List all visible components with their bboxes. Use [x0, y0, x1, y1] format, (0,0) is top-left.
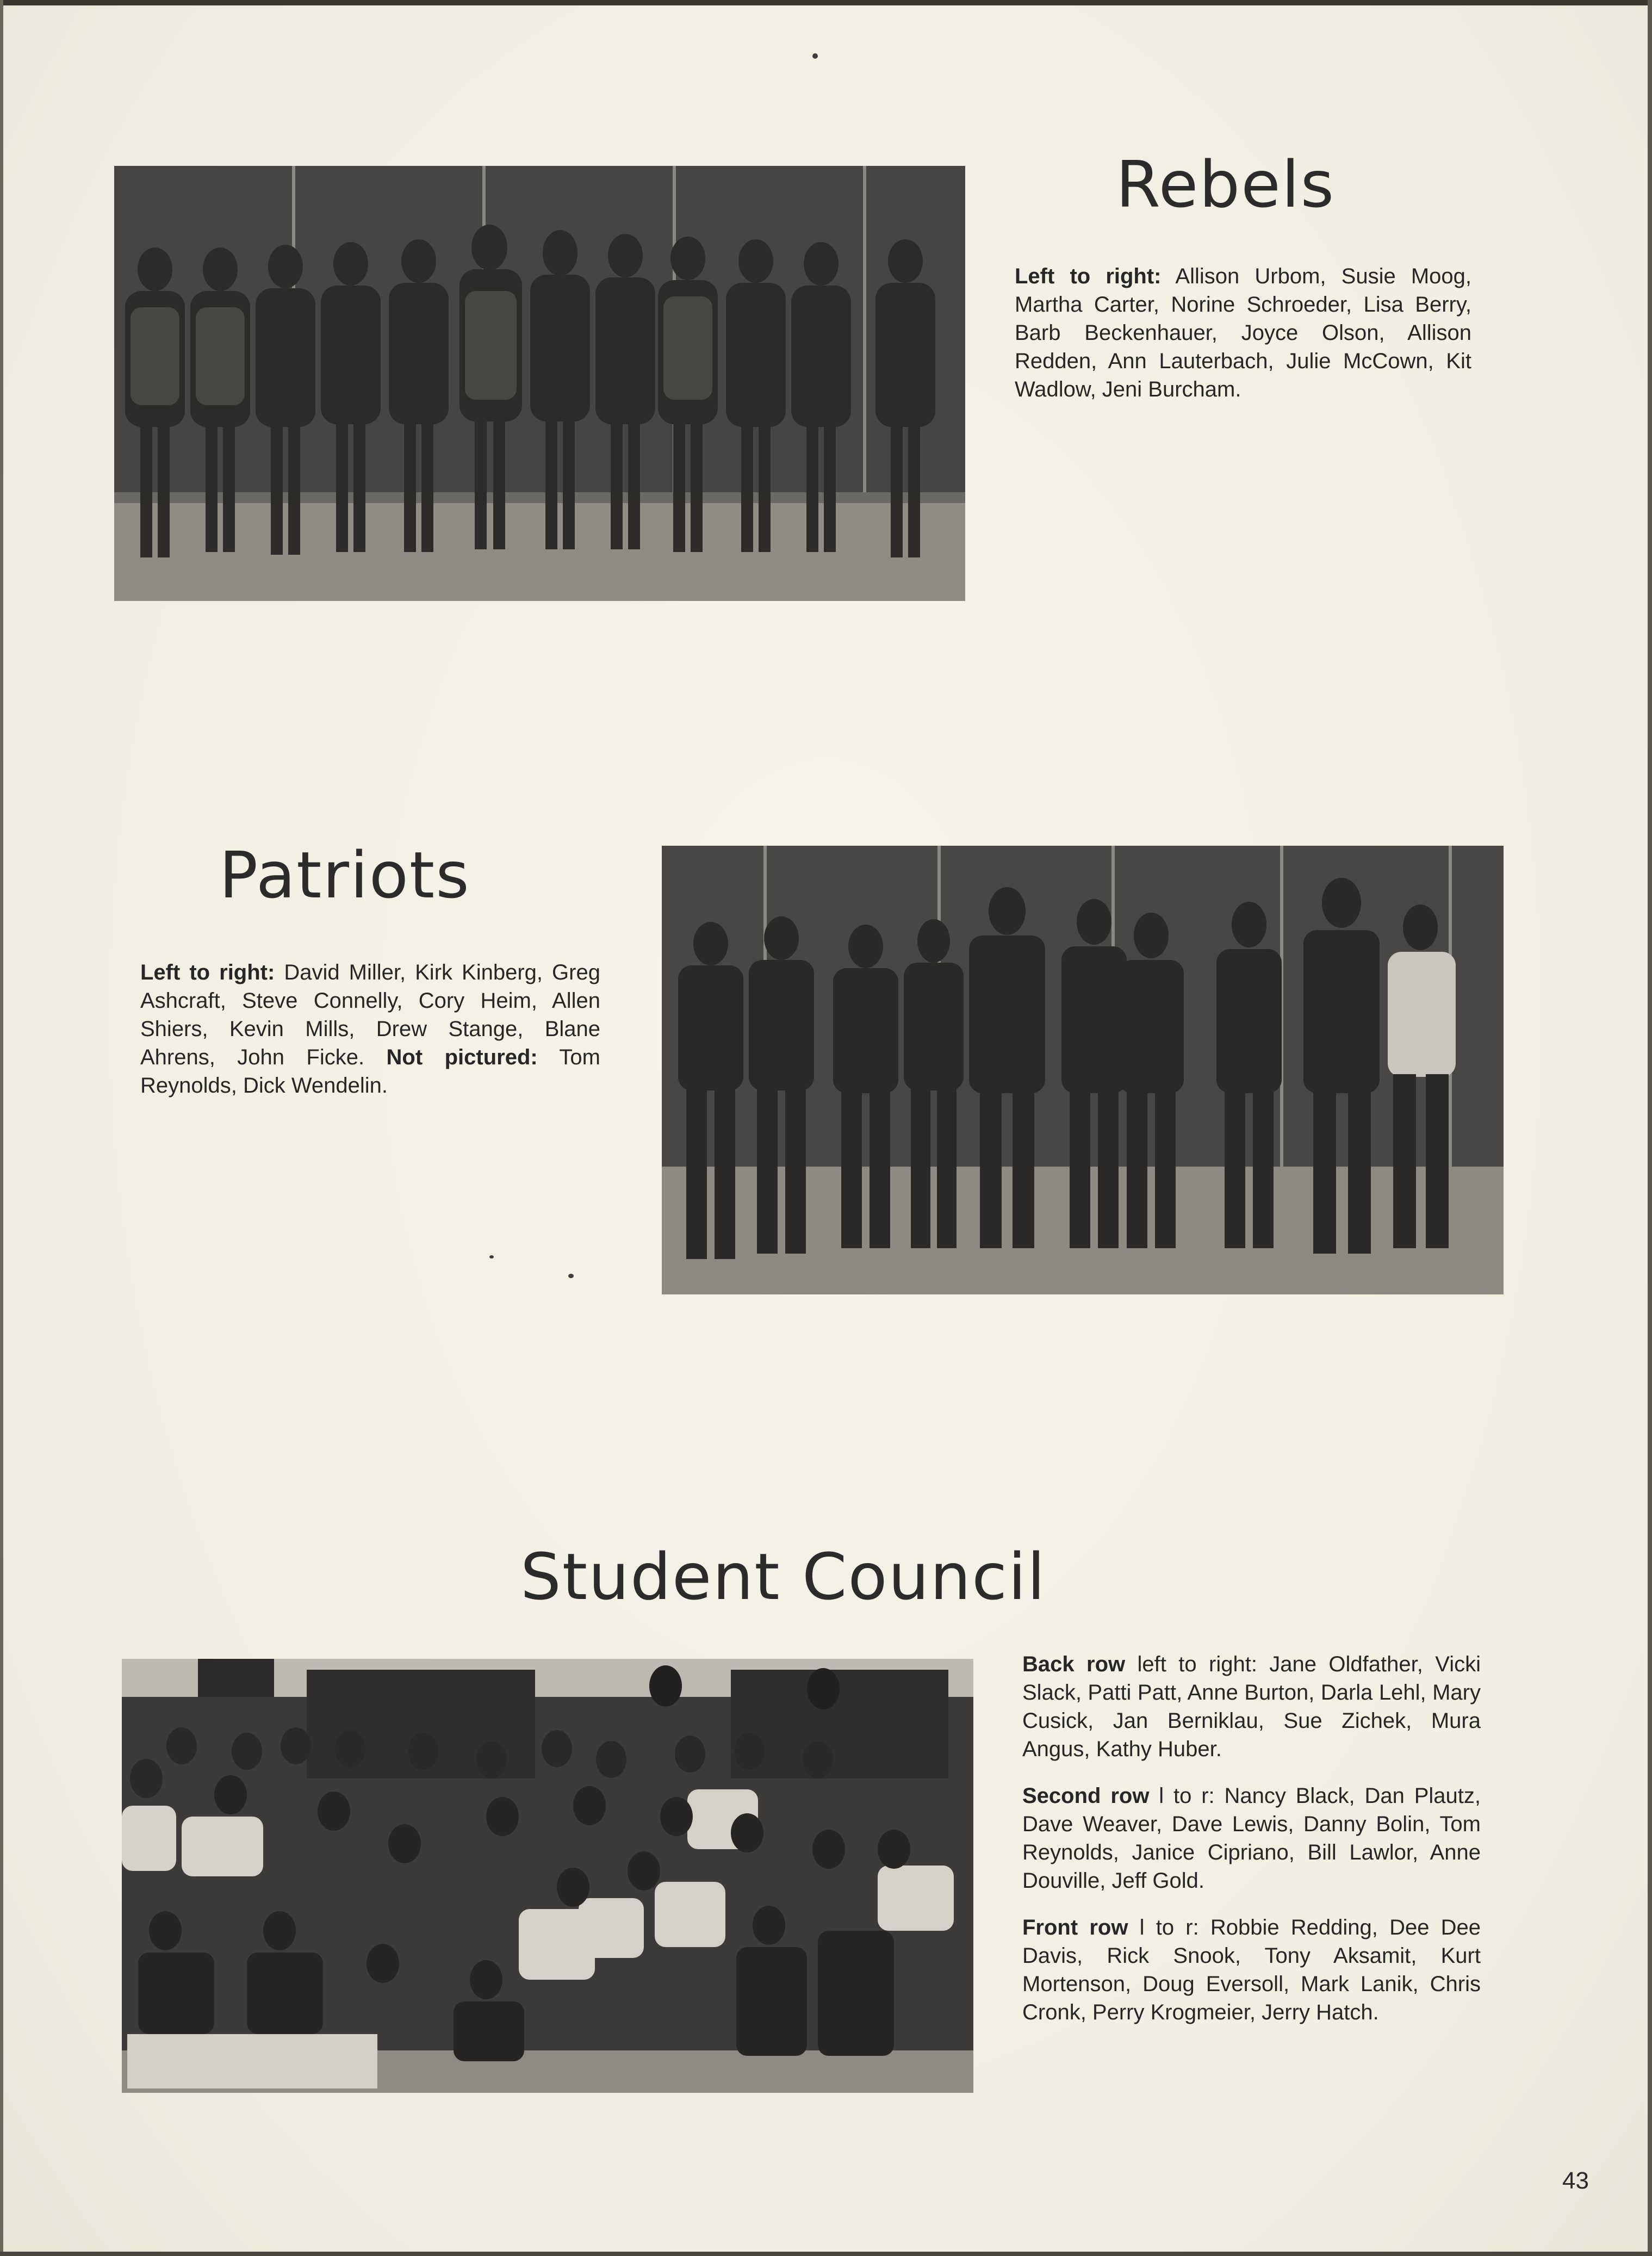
second-row-caption [1022, 1782, 1481, 1895]
rebels-caption-lead: Left to right: [1015, 264, 1162, 288]
patriots-caption-lead: Left to right: [140, 960, 275, 984]
back-row-lead: Back row [1022, 1652, 1126, 1676]
patriots-group-photo [662, 846, 1504, 1294]
student-council-caption [1022, 1650, 1481, 2045]
print-speck [568, 1274, 574, 1278]
patriots-caption-names: David Miller, Kirk Kinberg, Greg Ashcraft, Steve Connelly, Cory Heim, Allen Shiers, Kevin Mills, Drew Stange, Blane Ahrens, John Ficke. [140, 960, 600, 1069]
page-edge-top [0, 0, 1652, 5]
page-edge-bottom [0, 2252, 1652, 2256]
print-speck [489, 1255, 494, 1259]
patriots-not-pictured-names: Tom Reynolds, Dick Wendelin. [140, 1045, 601, 1098]
patriots-not-pictured-lead: Not pictured: [386, 1045, 538, 1069]
page-number: 43 [1562, 2167, 1589, 2194]
back-row-caption [1022, 1650, 1481, 1763]
front-row-lead: Front row [1022, 1916, 1128, 1939]
page-edge-right [1648, 0, 1652, 2256]
rebels-caption [1015, 262, 1471, 422]
front-row-caption [1022, 1913, 1481, 2026]
patriots-heading: Patriots [219, 838, 470, 913]
second-row-names: l to r: Nancy Black, Dan Plautz, Dave Weaver, Dave Lewis, Danny Bolin, Tom Reynolds, Janice Cipriano, Bill Lawlor, Anne Douville, Jeff Gold. [1022, 1784, 1481, 1893]
rebels-group-photo [114, 166, 965, 601]
second-row-lead: Second row [1022, 1784, 1150, 1808]
print-speck [812, 53, 818, 59]
patriots-caption [140, 958, 600, 1118]
rebels-caption-names: Allison Urbom, Susie Moog, Martha Carter, Norine Schroeder, Lisa Berry, Barb Beckenhauer, Joyce Olson, Allison Redden, Ann Lauterbach, Julie McCown, Kit Wadlow, Jeni Burcham. [1015, 264, 1471, 401]
page-edge-left [0, 0, 3, 2256]
student-council-group-photo [122, 1659, 973, 2093]
rebels-heading: Rebels [1116, 147, 1336, 222]
front-row-names: l to r: Robbie Redding, Dee Dee Davis, Rick Snook, Tony Aksamit, Kurt Mortenson, Doug Eversoll, Mark Lanik, Chris Cronk, Perry Krogmeier, Jerry Hatch. [1022, 1916, 1481, 2024]
back-row-names: left to right: Jane Oldfather, Vicki Slack, Patti Patt, Anne Burton, Darla Lehl, Mary Cusick, Jan Berniklau, Sue Zichek, Mura Angus, Kathy Huber. [1022, 1652, 1481, 1761]
student-council-heading: Student Council [520, 1539, 1046, 1614]
